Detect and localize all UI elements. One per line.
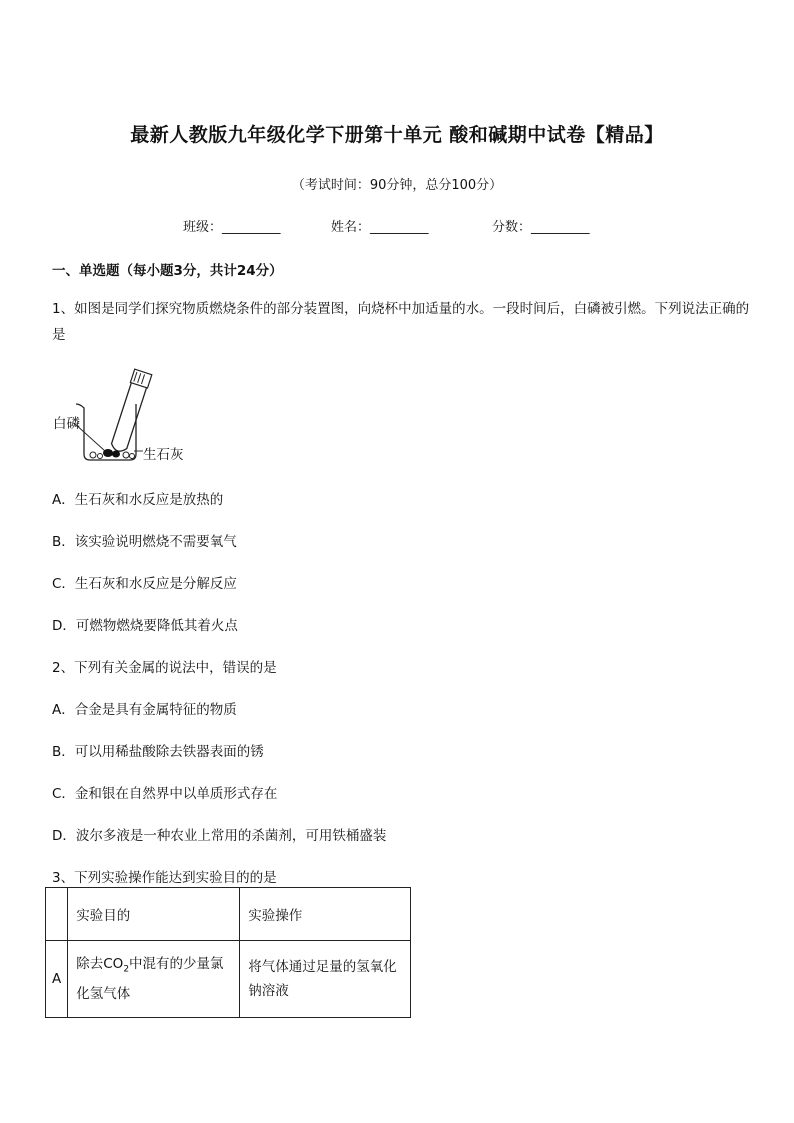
question-3-text: 3、下列实验操作能达到实验目的的是 bbox=[52, 870, 277, 886]
page-title: 最新人教版九年级化学下册第十单元 酸和碱期中试卷【精品】 bbox=[130, 124, 664, 146]
q1-option-c: C．生石灰和水反应是分解反应 bbox=[52, 576, 237, 592]
question-1-text: 1、如图是同学们探究物质燃烧条件的部分装置图，向烧杯中加适量的水。一段时间后，白磷被引燃。下列说法正确的是 bbox=[52, 301, 750, 343]
question-2-text: 2、下列有关金属的说法中，错误的是 bbox=[52, 660, 277, 676]
name-field: 姓名：_________ bbox=[331, 220, 429, 235]
q1-option-d: D．可燃物燃烧要降低其着火点 bbox=[52, 618, 238, 634]
exam-subtitle: （考试时间：90分钟，总分100分） bbox=[291, 178, 503, 193]
score-field: 分数：_________ bbox=[492, 220, 590, 235]
row-key: A bbox=[46, 941, 68, 1018]
table-header-key bbox=[46, 888, 68, 941]
row-goal bbox=[68, 941, 240, 1018]
class-field: 班级：_________ bbox=[183, 220, 281, 235]
table-header-row bbox=[46, 888, 411, 941]
q2-option-c: C．金和银在自然界中以单质形式存在 bbox=[52, 786, 278, 802]
figure-label-phosphorus: 白磷 bbox=[53, 416, 80, 432]
q2-option-d: D．波尔多液是一种农业上常用的杀菌剂，可用铁桶盛装 bbox=[52, 828, 387, 844]
figure-label-quicklime: 生石灰 bbox=[143, 447, 184, 463]
q1-option-b: B．该实验说明燃烧不需要氧气 bbox=[52, 534, 237, 550]
experiment-table bbox=[45, 887, 411, 1018]
q1-option-a: A．生石灰和水反应是放热的 bbox=[52, 492, 224, 508]
q2-option-b: B．可以用稀盐酸除去铁器表面的锈 bbox=[52, 744, 264, 760]
row-goal-text-rest: 中混有的少量氯化氢气体 bbox=[76, 956, 224, 1002]
row-operation: 将气体通过足量的氢氧化钠溶液 bbox=[240, 941, 411, 1018]
table-row bbox=[46, 941, 411, 1018]
q2-option-a: A．合金是具有金属特征的物质 bbox=[52, 702, 237, 718]
test-tube bbox=[109, 369, 152, 454]
row-goal-subscript: 2 bbox=[123, 964, 130, 975]
section-heading: 一、单选题（每小题3分，共计24分） bbox=[52, 263, 283, 279]
table-header-goal: 实验目的 bbox=[68, 888, 240, 941]
quicklime bbox=[90, 452, 96, 458]
table-header-operation: 实验操作 bbox=[240, 888, 411, 941]
row-goal-text: 除去CO bbox=[76, 956, 124, 973]
